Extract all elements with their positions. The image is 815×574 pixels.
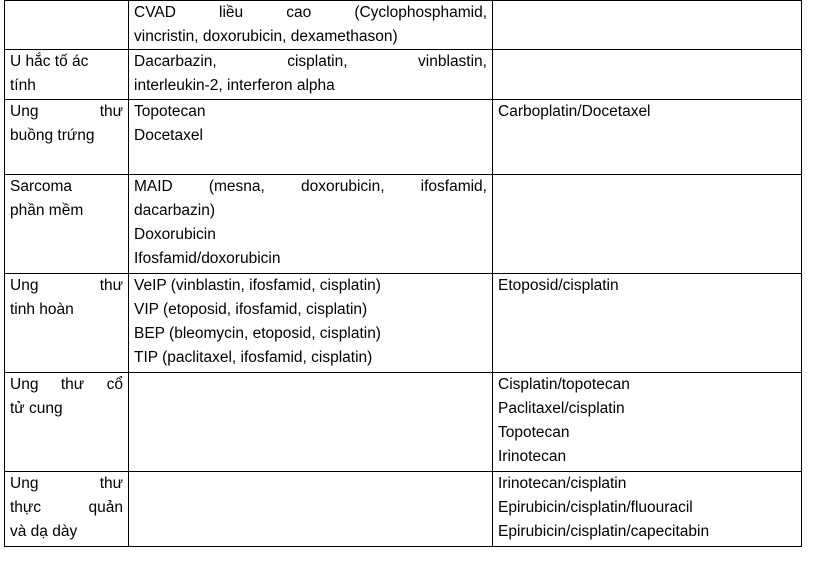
table-row xyxy=(5,1,802,50)
cell-line: Sarcoma xyxy=(10,178,73,195)
cell-line: Topotecan xyxy=(134,103,206,120)
cell-line: Epirubicin/cisplatin/capecitabin xyxy=(498,523,710,540)
disease-cell xyxy=(5,175,129,274)
cell-line: Dacarbazin, cisplatin, vinblastin, xyxy=(134,53,487,70)
second-line-cell xyxy=(493,100,802,175)
cell-line: Doxorubicin xyxy=(134,226,216,243)
cell-line: Irinotecan/cisplatin xyxy=(498,475,627,492)
cell-line: Ung thư xyxy=(10,475,123,492)
cell-line: vincristin, doxorubicin, dexamethason) xyxy=(134,28,398,45)
cell-line: CVAD liều cao (Cyclophosphamid, xyxy=(134,4,487,21)
table-row xyxy=(5,472,802,547)
first-line-cell xyxy=(129,100,493,175)
cell-line: Ung thư xyxy=(10,103,123,120)
cell-line: Cisplatin/topotecan xyxy=(498,376,630,393)
cell-line: VeIP (vinblastin, ifosfamid, cisplatin) xyxy=(134,277,381,294)
cell-line: Ifosfamid/doxorubicin xyxy=(134,250,281,267)
cell-line: VIP (etoposid, ifosfamid, cisplatin) xyxy=(134,301,368,318)
first-line-cell xyxy=(129,274,493,373)
disease-cell xyxy=(5,100,129,175)
cell-line: phần mềm xyxy=(10,202,84,219)
disease-cell xyxy=(5,50,129,100)
cell-line: Docetaxel xyxy=(134,127,203,144)
cell-line: Topotecan xyxy=(498,424,570,441)
cell-line: tinh hoàn xyxy=(10,301,74,318)
cell-line: U hắc tố ác xyxy=(10,53,89,70)
table-row xyxy=(5,175,802,274)
disease-cell xyxy=(5,373,129,472)
table-row xyxy=(5,50,802,100)
second-line-cell xyxy=(493,1,802,50)
cell-line: buồng trứng xyxy=(10,127,95,144)
first-line-cell xyxy=(129,373,493,472)
second-line-cell xyxy=(493,274,802,373)
cell-line: tử cung xyxy=(10,400,63,417)
cell-line: Ung thư xyxy=(10,277,123,294)
cell-line: tính xyxy=(10,77,36,94)
cell-line: interleukin-2, interferon alpha xyxy=(134,77,335,94)
first-line-cell xyxy=(129,1,493,50)
cell-line: thực quản xyxy=(10,499,123,516)
table-row xyxy=(5,100,802,175)
table-row xyxy=(5,274,802,373)
second-line-cell xyxy=(493,373,802,472)
chemotherapy-table xyxy=(4,0,802,547)
first-line-cell xyxy=(129,472,493,547)
cell-line: Epirubicin/cisplatin/fluouracil xyxy=(498,499,693,516)
cell-line: Paclitaxel/cisplatin xyxy=(498,400,625,417)
first-line-cell xyxy=(129,50,493,100)
cell-line: Etoposid/cisplatin xyxy=(498,277,619,294)
second-line-cell xyxy=(493,50,802,100)
cell-line: Ung thư cổ xyxy=(10,376,123,393)
cell-line: và dạ dày xyxy=(10,523,78,540)
second-line-cell xyxy=(493,472,802,547)
cell-line: MAID (mesna, doxorubicin, ifosfamid, xyxy=(134,178,487,195)
cell-line: BEP (bleomycin, etoposid, cisplatin) xyxy=(134,325,381,342)
second-line-cell xyxy=(493,175,802,274)
disease-cell xyxy=(5,274,129,373)
disease-cell xyxy=(5,1,129,50)
cell-line: Irinotecan xyxy=(498,448,567,465)
table-row xyxy=(5,373,802,472)
first-line-cell xyxy=(129,175,493,274)
cell-line: Carboplatin/Docetaxel xyxy=(498,103,651,120)
cell-line: TIP (paclitaxel, ifosfamid, cisplatin) xyxy=(134,349,373,366)
cell-line: dacarbazin) xyxy=(134,202,215,219)
disease-cell xyxy=(5,472,129,547)
